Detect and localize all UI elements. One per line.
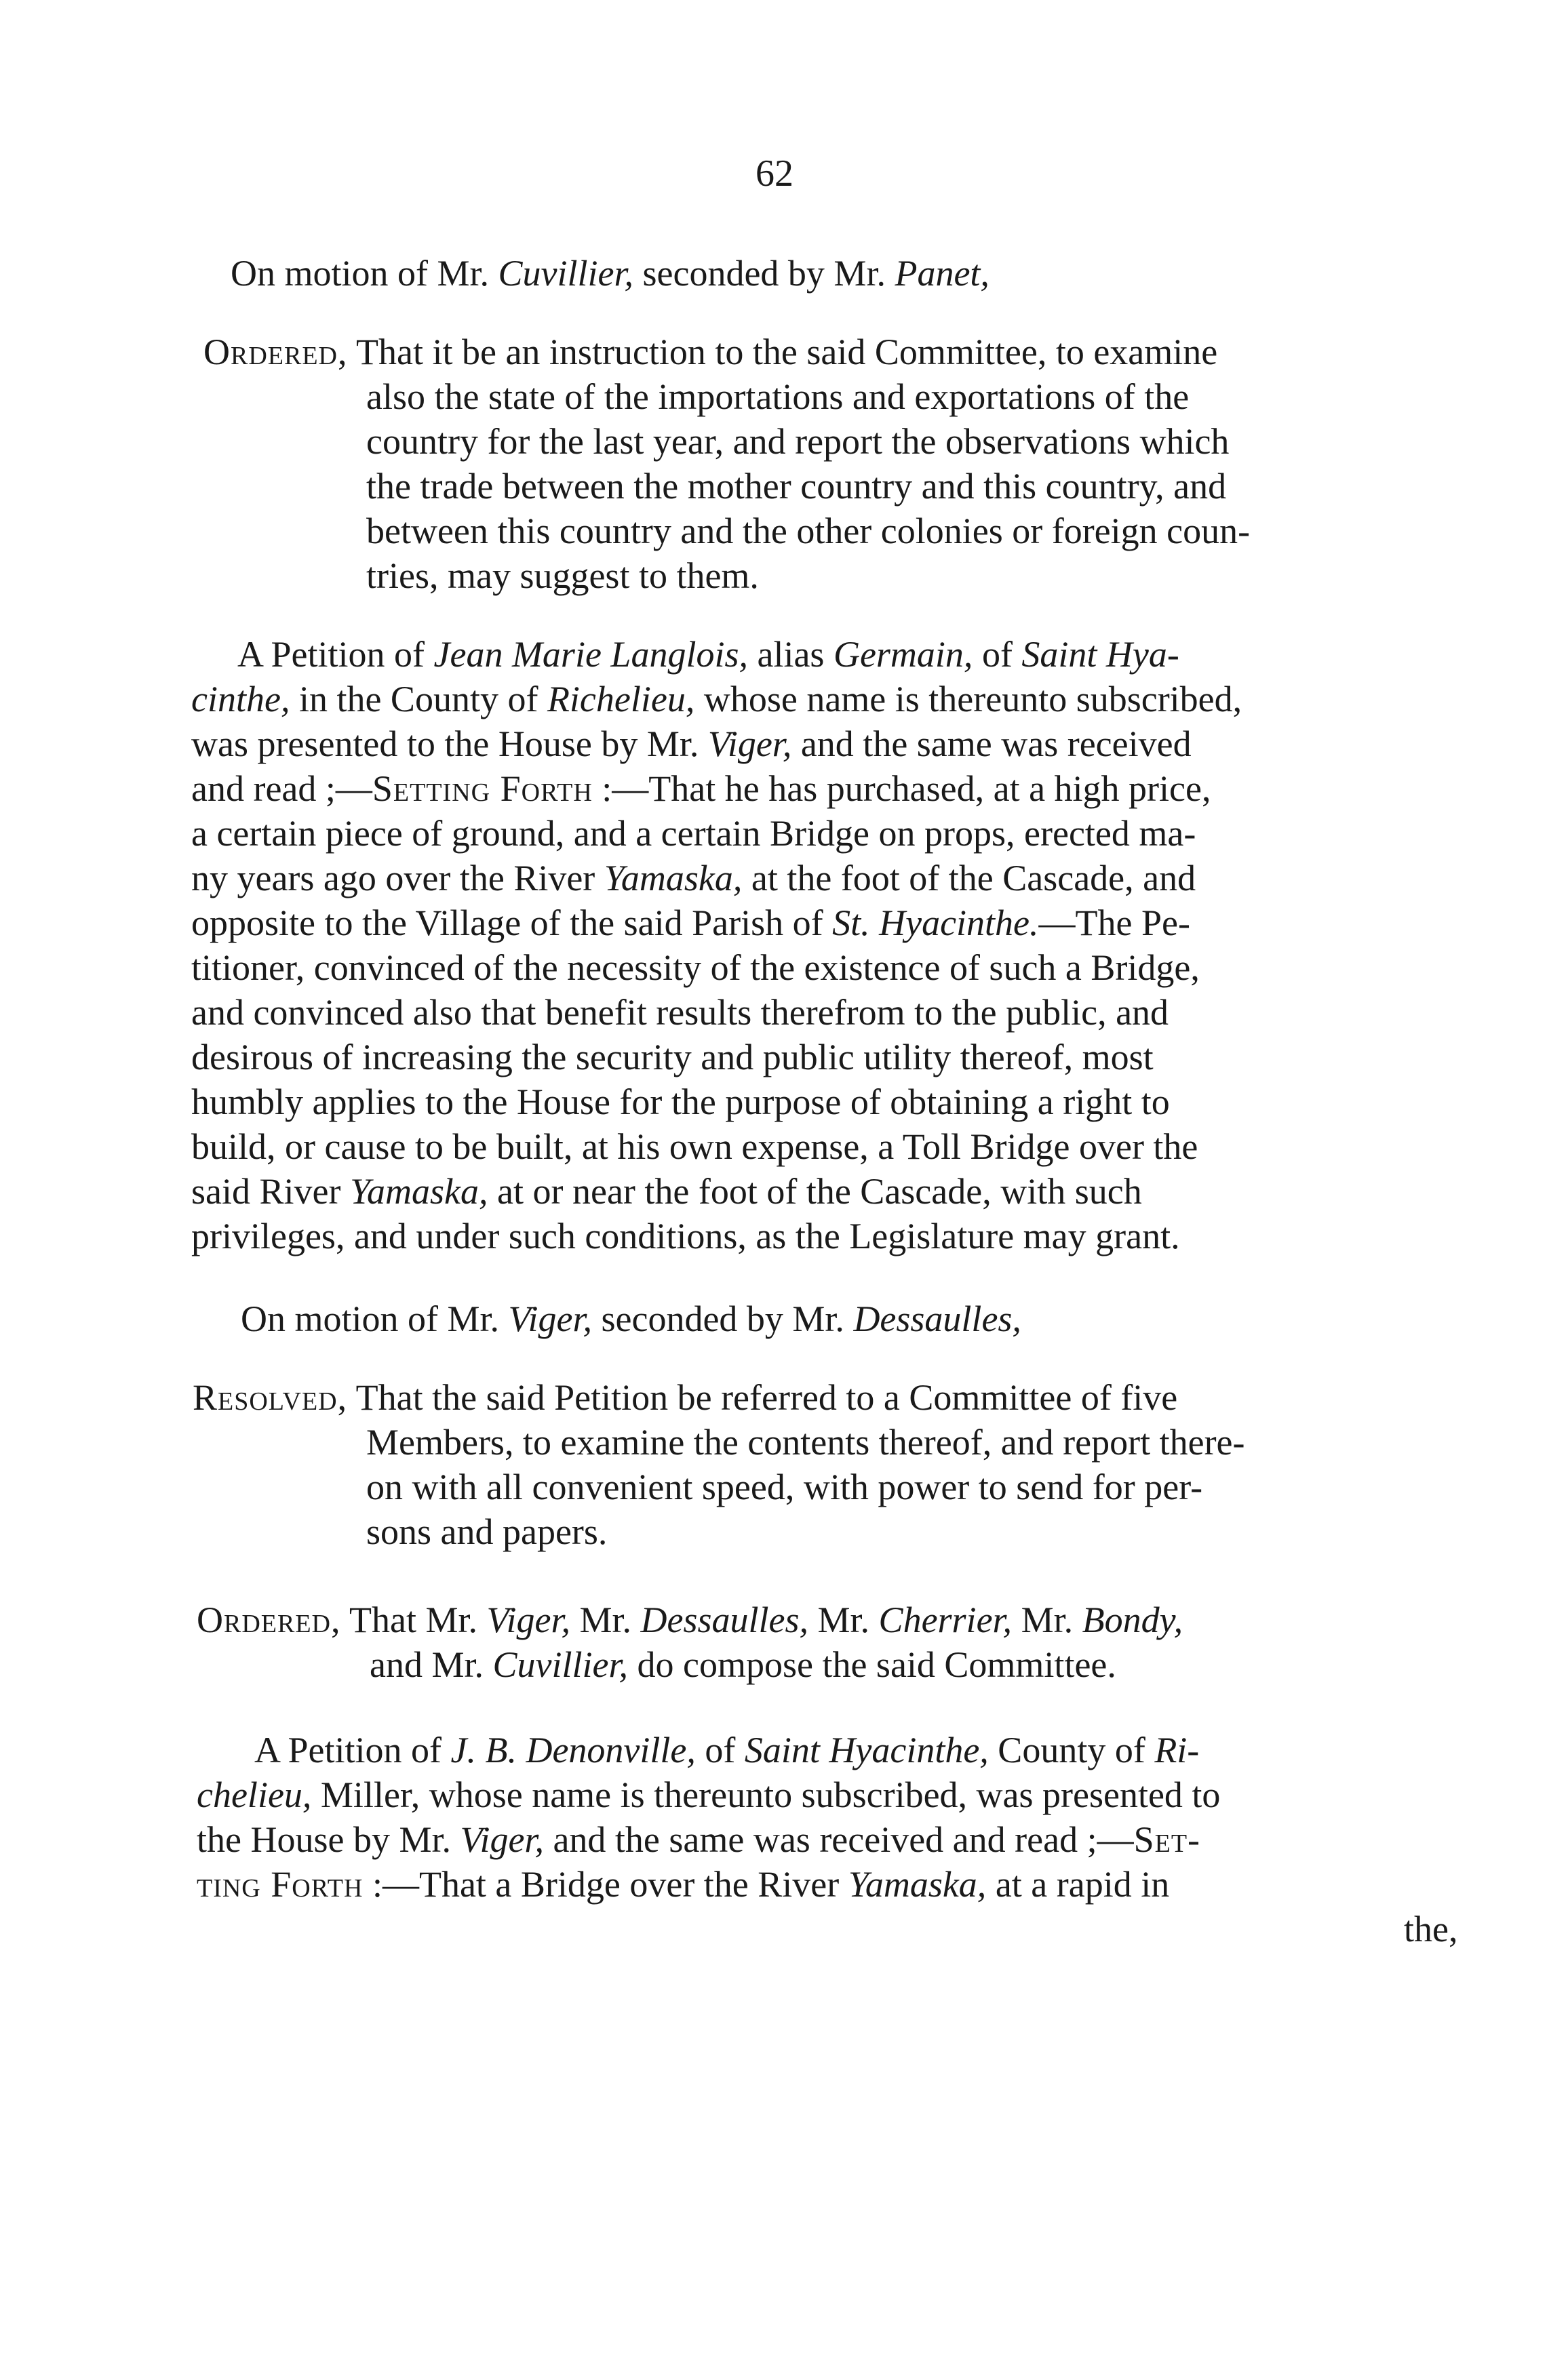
- resolved-line: on with all convenient speed, with power to send for per-: [366, 1467, 1203, 1507]
- ordered-text: Mr.: [579, 1600, 632, 1640]
- member-name: Viger,: [707, 723, 792, 764]
- ordered-text: Mr.: [1021, 1600, 1074, 1640]
- setting-forth-label: ting Forth: [197, 1864, 364, 1905]
- member-name: Viger,: [460, 1819, 544, 1860]
- petition-text: said River: [191, 1171, 341, 1212]
- petition-text: and the same was received: [800, 723, 1192, 764]
- motion-text: On motion of Mr.: [231, 253, 490, 294]
- petition-line: [191, 766, 1211, 811]
- ordered-line: country for the last year, and report the observations which: [366, 421, 1230, 462]
- member-name: Viger,: [486, 1600, 570, 1640]
- ordered-text: That Mr.: [349, 1600, 478, 1640]
- river-name: Yamaska,: [349, 1171, 488, 1212]
- petitioner-name: J. B. Denonville,: [450, 1730, 696, 1770]
- county-name: Ri-: [1154, 1730, 1200, 1770]
- resolved-line: sons and papers.: [366, 1511, 608, 1552]
- resolved-line: Members, to examine the contents thereof, and report there-: [366, 1422, 1245, 1463]
- member-name: Cherrier,: [878, 1600, 1013, 1640]
- petition-text: A Petition of: [237, 634, 425, 675]
- petition-text: in the County of: [298, 679, 538, 719]
- ordered-text: do compose the said Committee.: [637, 1644, 1116, 1685]
- county-name: Richelieu,: [547, 679, 695, 719]
- ordered-label: Ordered,: [197, 1600, 341, 1640]
- petition-text: the House by Mr.: [197, 1819, 451, 1860]
- petition-text: County of: [998, 1730, 1145, 1770]
- member-name: Bondy,: [1082, 1600, 1183, 1640]
- motion-line: [241, 1296, 1021, 1341]
- petition-line: titioner, convinced of the necessity of the existence of such a Bridge,: [191, 947, 1200, 988]
- petition-line: [191, 900, 1190, 945]
- ordered-line: the trade between the mother country and this country, and: [366, 466, 1227, 507]
- place-name: St. Hyacinthe.: [832, 903, 1039, 943]
- mover-name: Cuvillier,: [498, 253, 634, 294]
- petition-line: [191, 677, 1242, 721]
- petition-line: [254, 1728, 1199, 1772]
- river-name: Yamaska,: [604, 858, 743, 898]
- ordered-text: Mr.: [817, 1600, 870, 1640]
- motion-line: [231, 251, 989, 296]
- petition-text: ny years ago over the River: [191, 858, 595, 898]
- petition-line: privileges, and under such conditions, as the Legislature may grant.: [191, 1216, 1180, 1256]
- mover-name: Viger,: [508, 1298, 592, 1339]
- petition-line: and convinced also that benefit results therefrom to the public, and: [191, 992, 1169, 1033]
- place-name: Saint Hya-: [1021, 634, 1179, 675]
- petition-text: of: [981, 634, 1013, 675]
- petition-line: a certain piece of ground, and a certain Bridge on props, erected ma-: [191, 813, 1196, 854]
- motion-text: On motion of Mr.: [241, 1298, 500, 1339]
- ordered-text: That it be an instruction to the said Committee, to examine: [356, 332, 1218, 372]
- catchword: the,: [1404, 1909, 1458, 1949]
- petition-text: Miller, whose name is thereunto subscribed, was presented to: [320, 1774, 1221, 1815]
- petition-line: [197, 1772, 1220, 1817]
- petition-text: :—That a Bridge over the River: [372, 1864, 840, 1905]
- setting-forth-label: Set-: [1133, 1819, 1201, 1860]
- petition-text: —The Pe-: [1038, 903, 1190, 943]
- petition-text: of: [705, 1730, 736, 1770]
- setting-forth-label: Setting Forth: [372, 768, 593, 809]
- ordered-label: Ordered,: [203, 332, 348, 372]
- seconder-name: Panet,: [895, 253, 989, 294]
- petitioner-alias: Germain,: [833, 634, 973, 675]
- petitioner-name: Jean Marie Langlois,: [433, 634, 748, 675]
- motion-text: seconded by Mr.: [642, 253, 886, 294]
- seconder-name: Dessaulles,: [853, 1298, 1021, 1339]
- ordered-line: [203, 330, 1217, 374]
- ordered-line: [197, 1598, 1183, 1642]
- ordered-line: also the state of the importations and exportations of the: [366, 376, 1190, 417]
- petition-text: :—That he has purchased, at a high price,: [602, 768, 1211, 809]
- member-name: Dessaulles,: [640, 1600, 809, 1640]
- member-name: Cuvillier,: [492, 1644, 628, 1685]
- county-name: chelieu,: [197, 1774, 312, 1815]
- petition-text: at a rapid in: [995, 1864, 1170, 1905]
- ordered-line: [370, 1642, 1116, 1687]
- petition-line: [191, 1169, 1142, 1214]
- river-name: Yamaska,: [848, 1864, 987, 1905]
- petition-text: at the foot of the Cascade, and: [751, 858, 1196, 898]
- petition-line: humbly applies to the House for the purpose of obtaining a right to: [191, 1082, 1170, 1122]
- place-name: cinthe,: [191, 679, 290, 719]
- petition-line: [237, 632, 1179, 677]
- ordered-text: and Mr.: [370, 1644, 484, 1685]
- petition-line: [197, 1862, 1169, 1907]
- page-number: 62: [756, 153, 793, 195]
- petition-line: [191, 856, 1196, 900]
- resolved-label: Resolved,: [193, 1377, 348, 1418]
- petition-text: whose name is thereunto subscribed,: [703, 679, 1242, 719]
- petition-line: desirous of increasing the security and public utility thereof, most: [191, 1037, 1154, 1077]
- resolved-text: That the said Petition be referred to a Committee of five: [355, 1377, 1178, 1418]
- petition-text: at or near the foot of the Cascade, with such: [497, 1171, 1142, 1212]
- petition-text: and the same was received and read ;—: [553, 1819, 1134, 1860]
- petition-text: alias: [757, 634, 825, 675]
- petition-text: and read ;—: [191, 768, 372, 809]
- ordered-line: between this country and the other colonies or foreign coun-: [366, 511, 1251, 551]
- petition-line: [197, 1817, 1200, 1862]
- resolved-line: [193, 1375, 1177, 1420]
- place-name: Saint Hyacinthe,: [744, 1730, 989, 1770]
- petition-line: [191, 721, 1192, 766]
- petition-text: was presented to the House by Mr.: [191, 723, 699, 764]
- motion-text: seconded by Mr.: [601, 1298, 844, 1339]
- petition-line: build, or cause to be built, at his own expense, a Toll Bridge over the: [191, 1126, 1198, 1167]
- petition-text: A Petition of: [254, 1730, 442, 1770]
- petition-text: opposite to the Village of the said Parish of: [191, 903, 823, 943]
- ordered-line: tries, may suggest to them.: [366, 555, 759, 596]
